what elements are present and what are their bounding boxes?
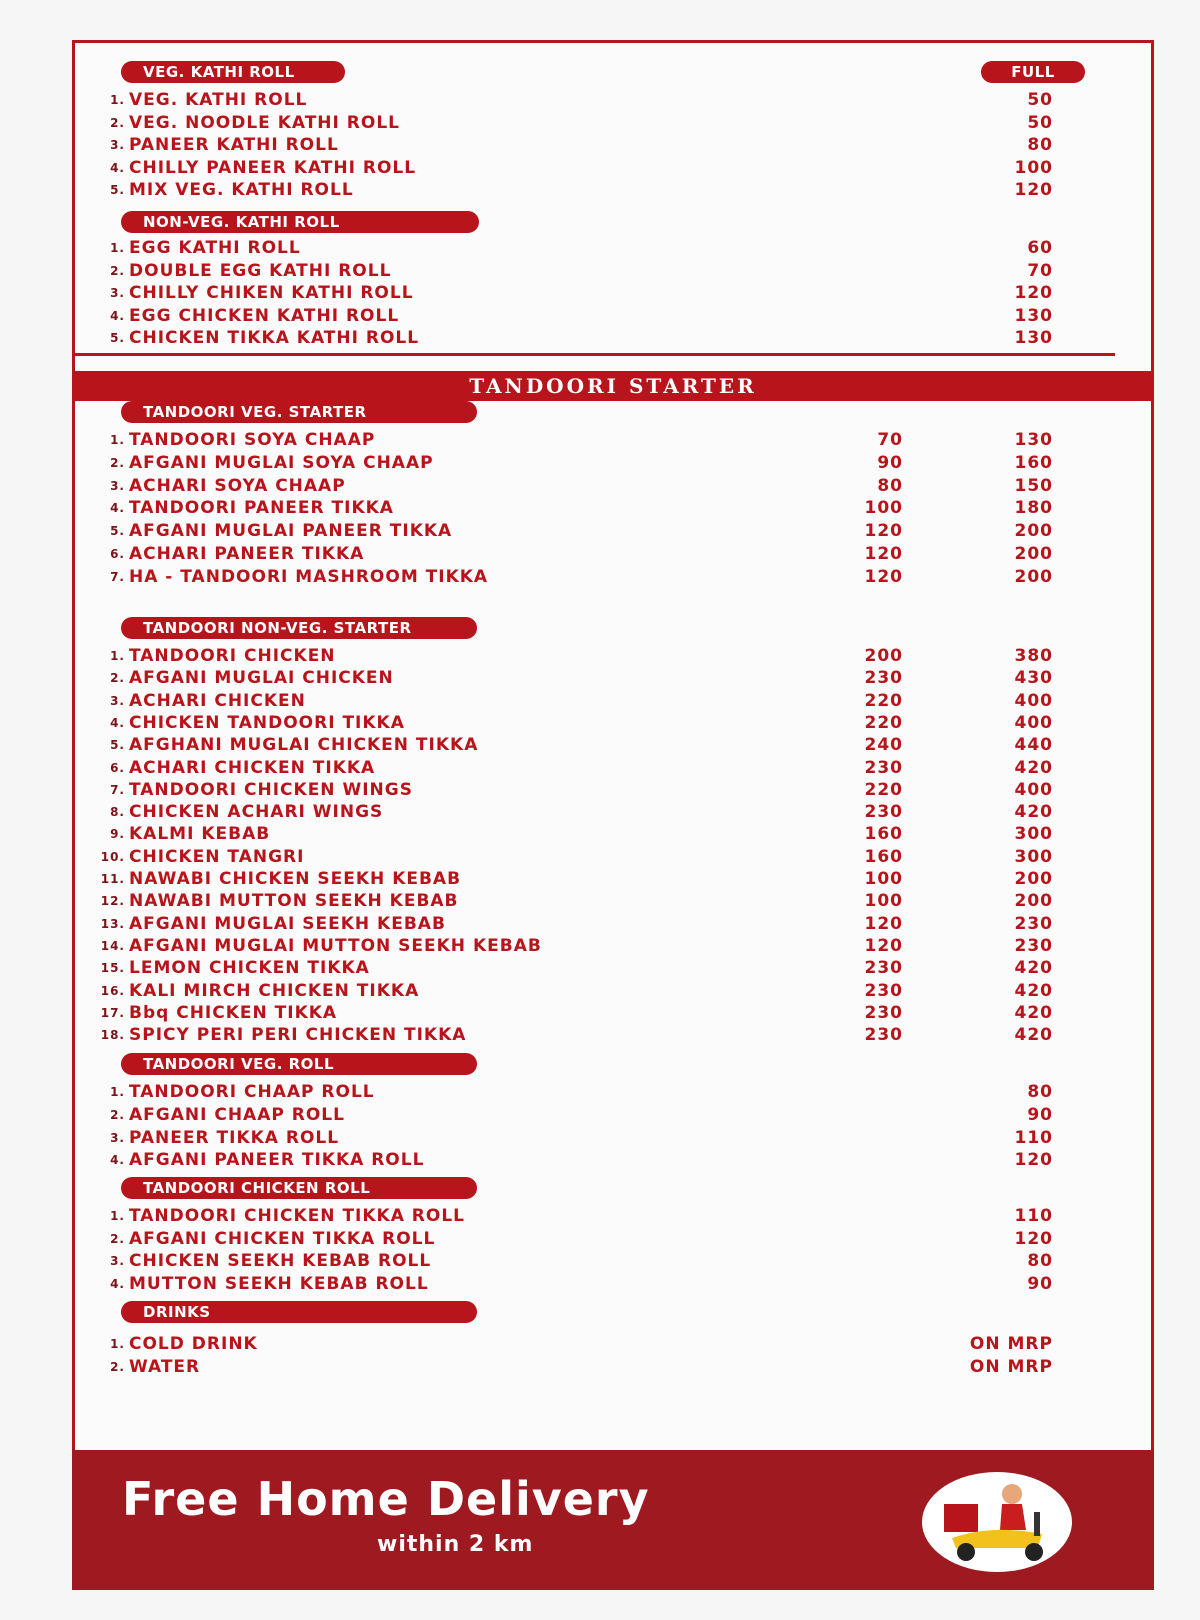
item-price-half: 100 [864,891,903,912]
item-price-full: 430 [1014,668,1053,689]
menu-item-row [75,1228,1145,1250]
item-price-full: 400 [1014,690,1053,711]
item-price-full: 230 [1014,913,1053,934]
item-price-full: 110 [1014,1127,1053,1148]
menu-item-row [75,645,1145,667]
item-price-full: 380 [1014,646,1053,666]
item-price-full: ON MRP [969,1334,1053,1354]
item-price-half: 220 [864,779,903,800]
item-number: 5. [110,331,125,345]
item-price-half: 230 [864,757,903,778]
item-number: 7. [110,782,125,797]
item-name: TANDOORI CHICKEN TIKKA ROLL [129,1206,465,1226]
menu-item-row [75,1002,1145,1024]
item-name: MIX VEG. KATHI ROLL [129,180,354,200]
item-name: ACHARI CHICKEN TIKKA [129,757,376,778]
menu-item-row [75,823,1145,845]
item-price-full: 300 [1014,846,1053,867]
menu-item-row [75,566,1145,588]
section-title-pill: NON-VEG. KATHI ROLL [121,211,479,233]
menu-item-row [75,112,1145,134]
item-number: 2. [110,1360,125,1374]
item-number: 13. [100,916,125,931]
item-number: 2. [110,115,125,130]
item-name: PANEER TIKKA ROLL [129,1127,340,1148]
item-number: 3. [110,478,125,493]
item-price-full: 120 [1014,180,1053,200]
item-price-half: 100 [864,869,903,889]
item-number: 6. [110,547,125,561]
section-title-pill: DRINKS [121,1301,477,1323]
item-number: 7. [110,569,125,584]
item-number: 12. [100,894,125,909]
menu-item-row [75,237,1145,259]
menu-item-row [75,429,1145,451]
item-number: 16. [100,983,125,998]
item-number: 1. [110,1085,125,1099]
item-number: 4. [110,1276,125,1291]
item-number: 18. [100,1028,125,1043]
menu-item-row [75,734,1145,756]
menu-item-row [75,846,1145,868]
item-price-full: 120 [1014,1150,1053,1171]
item-name: TANDOORI CHICKEN [129,646,336,666]
item-price-full: 80 [1027,1251,1053,1271]
item-name: CHILLY CHIKEN KATHI ROLL [129,283,414,303]
item-price-full: 400 [1014,712,1053,733]
item-price-half: 160 [864,824,903,845]
menu-item-row [75,1205,1145,1227]
footer-subtitle: within 2 km [377,1532,534,1557]
item-number: 3. [110,138,125,152]
menu-item-row [75,1356,1145,1378]
item-price-half: 230 [864,958,903,979]
item-number: 4. [110,308,125,323]
item-name: TANDOORI SOYA CHAAP [129,430,376,450]
menu-item-row [75,801,1145,823]
item-number: 2. [110,263,125,278]
menu-frame [72,40,1154,1590]
item-number: 1. [110,433,125,447]
item-price-full: ON MRP [969,1357,1053,1377]
item-name: LEMON CHICKEN TIKKA [129,958,370,979]
menu-item-row [75,913,1145,935]
item-name: AFGANI MUGLAI CHICKEN [129,668,394,689]
menu-item-row [75,89,1145,111]
item-name: AFGANI MUGLAI SEEKH KEBAB [129,913,446,934]
item-price-half: 230 [864,802,903,823]
item-name: TANDOORI PANEER TIKKA [129,498,394,519]
item-number: 4. [110,1153,125,1168]
item-name: AFGANI CHICKEN TIKKA ROLL [129,1228,436,1249]
item-name: CHICKEN TANDOORI TIKKA [129,712,405,733]
item-number: 1. [110,241,125,255]
item-name: HA - TANDOORI MASHROOM TIKKA [129,566,489,587]
menu-item-row [75,712,1145,734]
item-price-half: 70 [877,430,903,450]
item-price-half: 230 [864,668,903,689]
item-price-full: 120 [1014,1228,1053,1249]
item-number: 3. [110,1130,125,1145]
item-price-half: 120 [864,544,903,564]
item-name: DOUBLE EGG KATHI ROLL [129,260,392,281]
item-price-full: 130 [1014,430,1053,450]
item-price-full: 70 [1027,260,1053,281]
menu-item-row [75,327,1145,349]
item-number: 5. [110,183,125,197]
menu-item-row [75,497,1145,519]
item-price-full: 200 [1014,891,1053,912]
item-name: MUTTON SEEKH KEBAB ROLL [129,1273,429,1294]
item-price-full: 120 [1014,283,1053,303]
menu-item-row [75,157,1145,179]
item-name: WATER [129,1357,201,1377]
item-price-full: 50 [1027,90,1053,110]
menu-item-row [75,868,1145,890]
item-price-full: 50 [1027,112,1053,133]
item-price-full: 420 [1014,1025,1053,1046]
item-price-full: 230 [1014,935,1053,956]
item-name: KALI MIRCH CHICKEN TIKKA [129,980,420,1001]
item-price-full: 180 [1014,498,1053,519]
item-price-full: 130 [1014,328,1053,348]
item-price-full: 110 [1014,1206,1053,1226]
item-price-full: 420 [1014,958,1053,979]
menu-item-row [75,935,1145,957]
item-number: 15. [100,961,125,976]
menu-item-row [75,1333,1145,1355]
menu-item-row [75,452,1145,474]
item-price-half: 230 [864,1002,903,1023]
tandoori-starter-band: TANDOORI STARTER [75,371,1151,401]
item-number: 6. [110,760,125,775]
item-price-half: 120 [864,913,903,934]
item-price-full: 130 [1014,305,1053,326]
menu-item-row [75,1250,1145,1272]
item-number: 4. [110,501,125,516]
menu-item-row [75,282,1145,304]
item-number: 1. [110,93,125,107]
menu-item-row [75,980,1145,1002]
item-name: VEG. KATHI ROLL [129,90,308,110]
item-name: VEG. NOODLE KATHI ROLL [129,112,400,133]
item-price-half: 120 [864,935,903,956]
item-name: ACHARI CHICKEN [129,690,306,711]
item-number: 1. [110,1209,125,1223]
item-price-half: 160 [864,846,903,867]
item-price-full: 440 [1014,735,1053,756]
item-price-half: 230 [864,1025,903,1046]
menu-item-row [75,305,1145,327]
footer-title: Free Home Delivery [122,1472,650,1526]
item-name: TANDOORI CHICKEN WINGS [129,779,413,800]
menu-item-row [75,1024,1145,1046]
menu-item-row [75,260,1145,282]
item-name: AFGANI MUGLAI MUTTON SEEKH KEBAB [129,935,542,956]
menu-item-row [75,1149,1145,1171]
item-number: 2. [110,455,125,470]
menu-item-row [75,667,1145,689]
section-divider [75,353,1115,356]
item-number: 9. [110,827,125,842]
item-price-full: 300 [1014,824,1053,845]
item-price-half: 200 [864,646,903,666]
delivery-footer [72,1450,1154,1590]
item-name: ACHARI SOYA CHAAP [129,475,346,496]
item-price-full: 420 [1014,757,1053,778]
item-name: COLD DRINK [129,1334,258,1354]
item-number: 4. [110,160,125,175]
section-title-pill: VEG. KATHI ROLL [121,61,345,83]
item-price-half: 230 [864,980,903,1001]
item-number: 2. [110,1107,125,1122]
item-number: 3. [110,1254,125,1268]
item-price-half: 120 [864,566,903,587]
menu-item-row [75,757,1145,779]
menu-item-row [75,1127,1145,1149]
item-name: SPICY PERI PERI CHICKEN TIKKA [129,1025,467,1046]
item-name: ACHARI PANEER TIKKA [129,544,365,564]
item-price-full: 160 [1014,452,1053,473]
item-name: AFGANI CHAAP ROLL [129,1104,345,1125]
item-price-full: 200 [1014,869,1053,889]
section-title-pill: TANDOORI VEG. ROLL [121,1053,477,1075]
item-name: EGG KATHI ROLL [129,238,301,258]
menu-item-row [75,134,1145,156]
menu-item-row [75,1104,1145,1126]
item-number: 5. [110,738,125,753]
item-price-full: 400 [1014,779,1053,800]
item-name: AFGANI PANEER TIKKA ROLL [129,1150,425,1171]
item-number: 10. [100,849,125,864]
item-name: AFGHANI MUGLAI CHICKEN TIKKA [129,735,479,756]
item-price-half: 80 [877,475,903,496]
item-name: CHILLY PANEER KATHI ROLL [129,157,417,178]
item-name: TANDOORI CHAAP ROLL [129,1082,375,1102]
item-name: CHICKEN SEEKH KEBAB ROLL [129,1251,432,1271]
item-name: AFGANI MUGLAI PANEER TIKKA [129,521,453,542]
item-name: NAWABI CHICKEN SEEKH KEBAB [129,869,462,889]
item-number: 11. [100,872,125,886]
item-number: 2. [110,1231,125,1246]
item-number: 17. [100,1005,125,1020]
item-price-half: 100 [864,498,903,519]
item-name: KALMI KEBAB [129,824,271,845]
item-name: CHICKEN ACHARI WINGS [129,802,384,823]
item-price-full: 80 [1027,1082,1053,1102]
item-price-full: 200 [1014,544,1053,564]
menu-item-row [75,957,1145,979]
item-number: 2. [110,671,125,686]
item-price-full: 420 [1014,802,1053,823]
section-title-pill: TANDOORI CHICKEN ROLL [121,1177,477,1199]
item-price-full: 60 [1027,238,1053,258]
item-name: Bbq CHICKEN TIKKA [129,1002,338,1023]
menu-item-row [75,179,1145,201]
item-price-half: 90 [877,452,903,473]
item-number: 4. [110,715,125,730]
item-price-full: 100 [1014,157,1053,178]
item-number: 5. [110,524,125,539]
full-price-header: FULL [981,61,1085,83]
section-title-pill: TANDOORI VEG. STARTER [121,401,477,423]
menu-item-row [75,890,1145,912]
item-price-full: 200 [1014,521,1053,542]
item-name: EGG CHICKEN KATHI ROLL [129,305,400,326]
item-price-full: 90 [1027,1104,1053,1125]
item-number: 1. [110,649,125,663]
menu-item-row [75,543,1145,565]
delivery-scooter-icon [922,1472,1072,1572]
item-name: CHICKEN TANGRI [129,846,305,867]
item-price-full: 150 [1014,475,1053,496]
item-price-full: 420 [1014,1002,1053,1023]
item-name: NAWABI MUTTON SEEKH KEBAB [129,891,459,912]
item-price-half: 220 [864,690,903,711]
item-name: AFGANI MUGLAI SOYA CHAAP [129,452,434,473]
item-number: 3. [110,693,125,708]
menu-item-row [75,520,1145,542]
item-price-half: 220 [864,712,903,733]
menu-item-row [75,1081,1145,1103]
item-price-full: 420 [1014,980,1053,1001]
section-title-pill: TANDOORI NON-VEG. STARTER [121,617,477,639]
menu-item-row [75,1273,1145,1295]
menu-item-row [75,475,1145,497]
item-name: CHICKEN TIKKA KATHI ROLL [129,328,420,348]
item-number: 3. [110,286,125,300]
item-price-full: 200 [1014,566,1053,587]
item-number: 14. [100,938,125,953]
item-name: PANEER KATHI ROLL [129,135,339,155]
item-number: 1. [110,1337,125,1351]
item-number: 8. [110,805,125,820]
item-price-half: 120 [864,521,903,542]
menu-item-row [75,779,1145,801]
item-price-full: 80 [1027,135,1053,155]
item-price-half: 240 [864,735,903,756]
item-price-full: 90 [1027,1273,1053,1294]
menu-item-row [75,690,1145,712]
